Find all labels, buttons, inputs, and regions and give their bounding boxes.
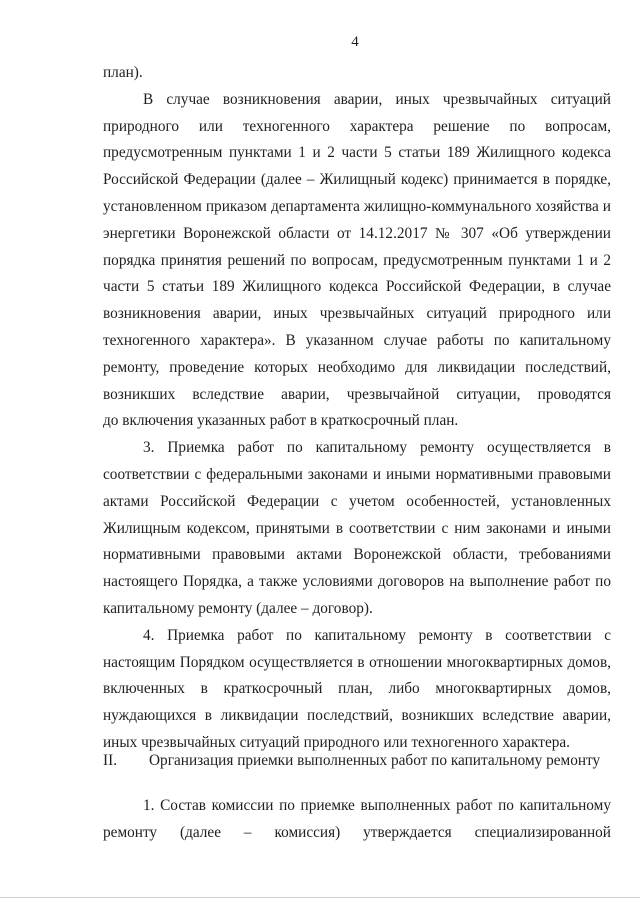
section-paragraph — [103, 791, 611, 845]
text-line: 4. Приемка работ по капитальному ремонту в соответствии с — [143, 626, 611, 644]
text-line: нуждающихся в ликвидации последствий, возникших вследствие аварии, — [103, 707, 611, 725]
text-line: соответствии с федеральными законами и иными нормативными правовыми — [103, 465, 611, 483]
text-line: части 5 статьи 189 Жилищного кодекса Российской Федерации, в случае — [103, 278, 611, 296]
text-line: ремонту, проведение которых необходимо для ликвидации последствий, — [103, 358, 611, 376]
text-line: иных чрезвычайных ситуаций природного или техногенного характера. — [103, 733, 571, 751]
text-line: возникших вследствие аварии, чрезвычайной ситуации, проводятся — [103, 385, 611, 403]
text-line: ремонту (далее – комиссия) утверждается специализированной — [103, 823, 611, 841]
text-line: 1. Состав комиссии по приемке выполненных работ по капитальному — [143, 797, 611, 814]
text-line: 3. Приемка работ по капитальному ремонту осуществляется в — [143, 439, 611, 457]
section-title: Организация приемки выполненных работ по капитальному ремонту — [149, 752, 601, 769]
text-line: Жилищным кодексом, принятыми в соответствии с ним законами и иными — [103, 519, 611, 537]
text-line: Российской Федерации (далее – Жилищный кодекс) принимается в порядке, — [103, 171, 611, 189]
section-heading — [103, 752, 611, 770]
text-line: план). — [103, 64, 143, 81]
page-bottom-edge — [0, 897, 640, 898]
text-line: энергетики Воронежской области от 14.12.2017 № 307 «Об утверждении — [103, 224, 611, 242]
text-line: В случае возникновения аварии, иных чрезвычайных ситуаций — [143, 90, 611, 108]
text-line: включенных в краткосрочный план, либо многоквартирных домов, — [103, 680, 611, 698]
text-line: настоящего Порядка, а также условиями договоров на выполнение работ по — [103, 573, 611, 591]
text-line: предусмотренным пунктами 1 и 2 части 5 статьи 189 Жилищного кодекса — [103, 144, 611, 162]
text-line: установленном приказом департамента жилищно-коммунального хозяйства и — [103, 197, 611, 215]
text-line: капитальному ремонту (далее – договор). — [103, 599, 373, 617]
text-line: нормативными правовыми актами Воронежской области, требованиями — [103, 546, 611, 564]
text-line: до включения указанных работ в краткосрочный план. — [103, 412, 459, 430]
text-line: природного или техногенного характера решение по вопросам, — [103, 117, 611, 135]
text-line: возникновения аварии, иных чрезвычайных ситуаций природного или — [103, 305, 611, 323]
text-line: техногенного характера». В указанном случае работы по капитальному — [103, 331, 611, 349]
text-line: настоящим Порядком осуществляется в отношении многоквартирных домов, — [103, 653, 611, 671]
text-line: актами Российской Федерации с учетом особенностей, установленных — [103, 492, 611, 510]
document-body — [103, 60, 611, 757]
text-line: порядка принятия решений по вопросам, предусмотренным пунктами 1 и 2 — [103, 251, 611, 269]
section-number: II. — [103, 752, 118, 769]
page-number: 4 — [351, 34, 359, 50]
